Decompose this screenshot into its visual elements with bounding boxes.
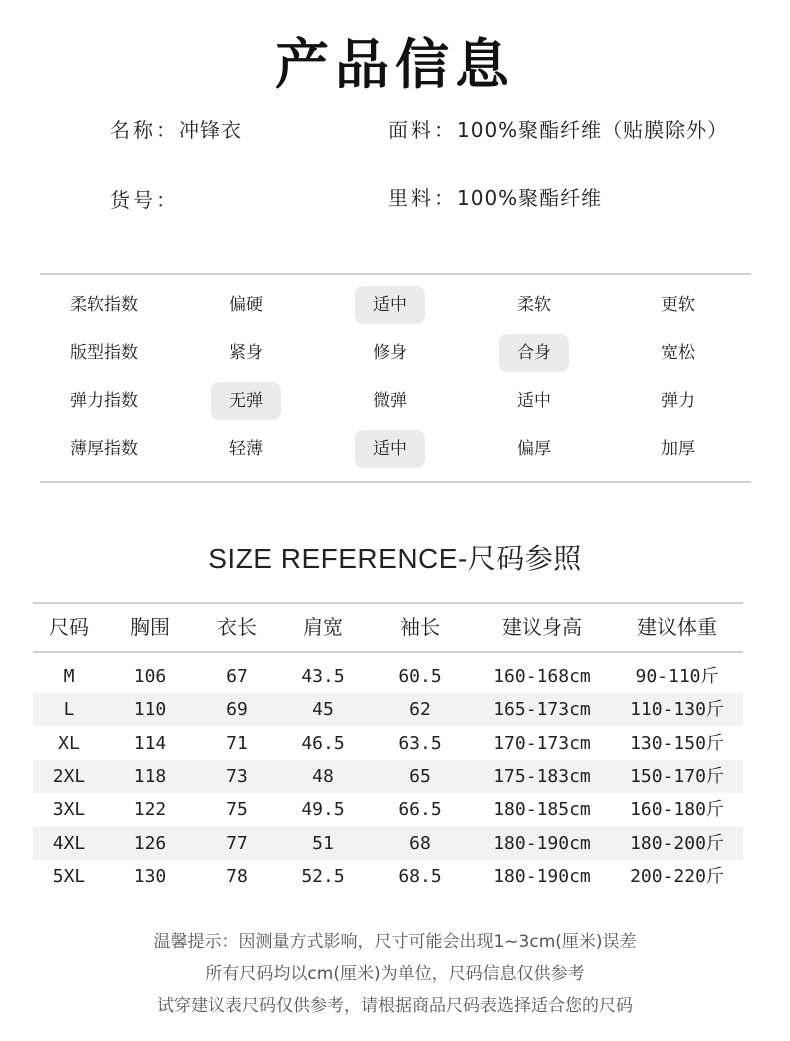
elasticity-option: 适中 bbox=[517, 391, 551, 411]
softness-option: 更软 bbox=[661, 295, 695, 315]
cell-sleeve: 68 bbox=[409, 832, 431, 854]
table-row bbox=[33, 860, 743, 893]
fit-option: 紧身 bbox=[229, 343, 263, 363]
note-unit: 所有尺码均以cm(厘米)为单位，尺码信息仅供参考 bbox=[205, 964, 585, 984]
cell-size: L bbox=[63, 699, 75, 721]
cell-chest: 130 bbox=[133, 865, 167, 887]
cell-shoulder: 45 bbox=[312, 699, 334, 721]
fit-index-row bbox=[40, 334, 750, 372]
fit-option: 宽松 bbox=[661, 343, 695, 363]
thickness-index-row bbox=[40, 430, 750, 468]
index-bottom-divider bbox=[40, 481, 751, 483]
lining-value: 100%聚酯纤维 bbox=[457, 186, 603, 210]
cell-size: M bbox=[63, 666, 75, 687]
cell-length: 75 bbox=[226, 799, 248, 821]
cell-height: 180-190cm bbox=[493, 865, 591, 887]
elasticity-option: 微弹 bbox=[373, 391, 407, 411]
cell-chest: 118 bbox=[133, 765, 167, 787]
softness-index-row bbox=[40, 286, 750, 324]
cell-size: 2XL bbox=[52, 765, 86, 787]
table-header-divider bbox=[33, 651, 743, 653]
header-height: 建议身高 bbox=[502, 615, 582, 639]
cell-length: 69 bbox=[226, 699, 248, 721]
fit-option-selected: 合身 bbox=[499, 334, 569, 372]
cell-sleeve: 66.5 bbox=[398, 799, 442, 821]
cell-height: 175-183cm bbox=[493, 765, 591, 787]
header-size: 尺码 bbox=[49, 615, 89, 639]
lining-label: 里料： bbox=[388, 186, 457, 210]
sku-label: 货号： bbox=[110, 188, 179, 212]
thickness-index-label: 薄厚指数 bbox=[70, 439, 138, 459]
cell-weight: 90-110斤 bbox=[635, 666, 719, 687]
table-row bbox=[33, 693, 743, 726]
cell-shoulder: 43.5 bbox=[301, 666, 345, 687]
cell-chest: 122 bbox=[133, 799, 167, 821]
elasticity-option: 弹力 bbox=[661, 391, 695, 411]
note-measurement: 温馨提示：因测量方式影响，尺寸可能会出现1~3cm(厘米)误差 bbox=[153, 932, 637, 952]
thickness-option: 偏厚 bbox=[517, 439, 551, 459]
size-table-header bbox=[33, 604, 743, 652]
cell-length: 73 bbox=[226, 765, 248, 787]
table-row bbox=[33, 760, 743, 793]
fit-index-label: 版型指数 bbox=[70, 343, 138, 363]
cell-weight: 110-130斤 bbox=[630, 699, 724, 721]
header-length: 衣长 bbox=[217, 615, 257, 639]
elasticity-option-selected: 无弹 bbox=[211, 382, 281, 420]
cell-weight: 130-150斤 bbox=[630, 732, 724, 754]
cell-length: 67 bbox=[226, 666, 248, 687]
softness-index-label: 柔软指数 bbox=[70, 295, 138, 315]
cell-sleeve: 63.5 bbox=[398, 732, 442, 754]
cell-sleeve: 68.5 bbox=[398, 865, 442, 887]
sku-info bbox=[110, 184, 179, 213]
table-row bbox=[33, 827, 743, 860]
fabric-value: 100%聚酯纤维（贴膜除外） bbox=[457, 118, 729, 142]
product-name bbox=[110, 114, 242, 143]
fabric-label: 面料： bbox=[388, 118, 457, 142]
cell-height: 180-185cm bbox=[493, 799, 591, 821]
page-title: 产品信息 bbox=[275, 33, 515, 96]
table-row bbox=[33, 660, 743, 693]
softness-option-selected: 适中 bbox=[355, 286, 425, 324]
cell-length: 77 bbox=[226, 832, 248, 854]
cell-sleeve: 60.5 bbox=[398, 666, 442, 687]
cell-height: 180-190cm bbox=[493, 832, 591, 854]
product-name-value: 冲锋衣 bbox=[179, 118, 242, 142]
cell-height: 170-173cm bbox=[493, 732, 591, 754]
cell-weight: 150-170斤 bbox=[630, 765, 724, 787]
table-row bbox=[33, 727, 743, 760]
table-row bbox=[33, 793, 743, 826]
cell-chest: 106 bbox=[133, 666, 167, 687]
cell-shoulder: 46.5 bbox=[301, 732, 345, 754]
elasticity-index-label: 弹力指数 bbox=[70, 391, 138, 411]
cell-sleeve: 65 bbox=[409, 765, 431, 787]
cell-size: 4XL bbox=[52, 832, 86, 854]
thickness-option: 加厚 bbox=[661, 439, 695, 459]
lining-info bbox=[388, 182, 602, 211]
cell-shoulder: 51 bbox=[312, 832, 334, 854]
header-chest: 胸围 bbox=[130, 615, 170, 639]
cell-length: 71 bbox=[226, 732, 248, 754]
note-fit-advice: 试穿建议表尺码仅供参考，请根据商品尺码表选择适合您的尺码 bbox=[157, 996, 633, 1016]
cell-chest: 114 bbox=[133, 732, 167, 754]
thickness-option-selected: 适中 bbox=[355, 430, 425, 468]
softness-option: 偏硬 bbox=[229, 295, 263, 315]
cell-shoulder: 48 bbox=[312, 765, 334, 787]
cell-size: 3XL bbox=[52, 799, 86, 821]
fabric-info bbox=[388, 114, 728, 143]
cell-sleeve: 62 bbox=[409, 699, 431, 721]
product-name-label: 名称： bbox=[110, 118, 179, 142]
index-top-divider bbox=[40, 273, 751, 275]
cell-length: 78 bbox=[226, 865, 248, 887]
cell-height: 160-168cm bbox=[493, 666, 591, 687]
cell-weight: 200-220斤 bbox=[630, 865, 724, 887]
cell-shoulder: 49.5 bbox=[301, 799, 345, 821]
thickness-option: 轻薄 bbox=[229, 439, 263, 459]
header-weight: 建议体重 bbox=[637, 615, 717, 639]
cell-size: 5XL bbox=[52, 865, 86, 887]
cell-size: XL bbox=[58, 732, 80, 754]
cell-shoulder: 52.5 bbox=[301, 865, 345, 887]
cell-weight: 180-200斤 bbox=[630, 832, 724, 854]
size-reference-title: SIZE REFERENCE-尺码参照 bbox=[208, 543, 582, 574]
fit-option: 修身 bbox=[373, 343, 407, 363]
cell-height: 165-173cm bbox=[493, 699, 591, 721]
cell-chest: 110 bbox=[133, 699, 167, 721]
header-sleeve: 袖长 bbox=[400, 615, 440, 639]
cell-chest: 126 bbox=[133, 832, 167, 854]
softness-option: 柔软 bbox=[517, 295, 551, 315]
header-shoulder: 肩宽 bbox=[303, 615, 343, 639]
elasticity-index-row bbox=[40, 382, 750, 420]
cell-weight: 160-180斤 bbox=[630, 799, 724, 821]
